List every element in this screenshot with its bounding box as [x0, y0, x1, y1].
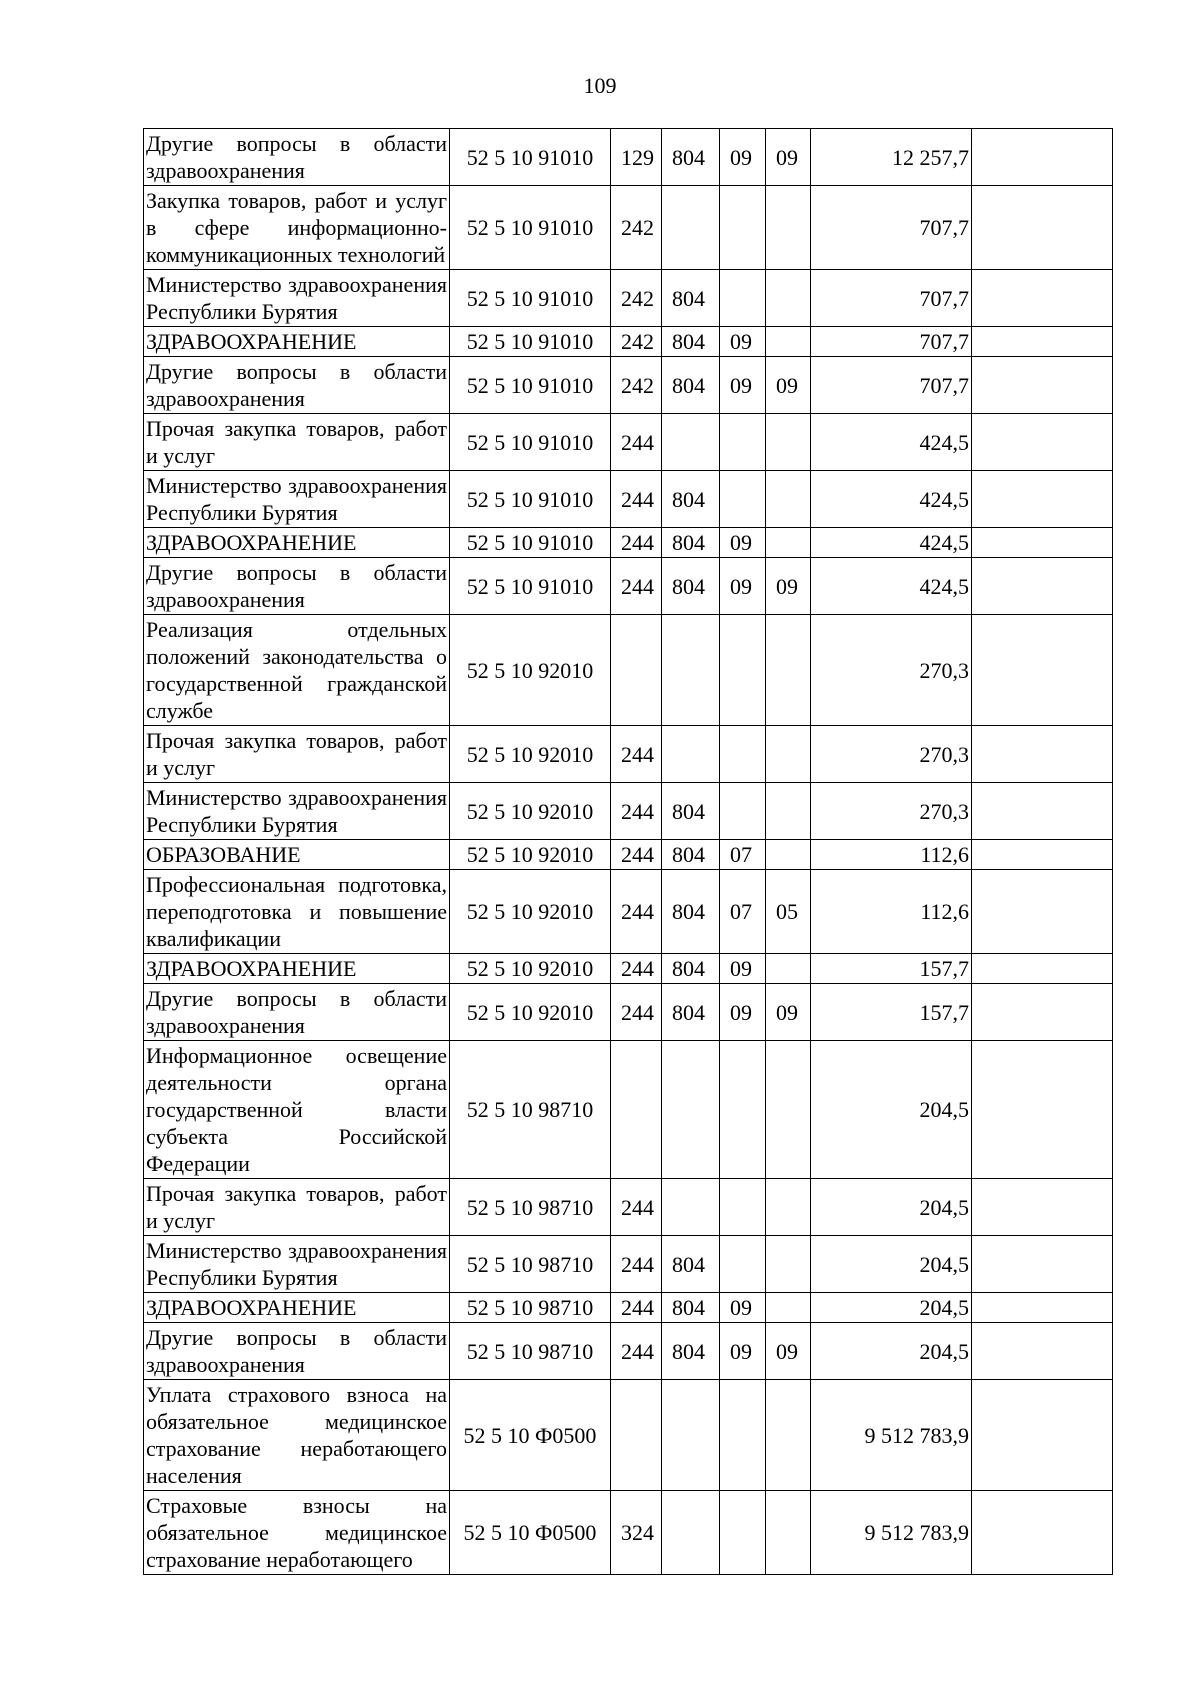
- subsection-cell: [766, 186, 811, 270]
- table-row: [144, 414, 1113, 471]
- extra-cell: [972, 1041, 1113, 1179]
- section-cell: [720, 471, 766, 528]
- administrator-code-cell: [662, 414, 720, 471]
- expense-type-cell: [611, 1041, 662, 1179]
- row-name-cell: Уплата страхового взноса на обязательное медицинское страхование неработающего населения: [144, 1380, 450, 1491]
- row-name-cell: Министерство здравоохранения Республики Бурятия: [144, 783, 450, 840]
- expense-type-cell: 242: [611, 186, 662, 270]
- section-cell: [720, 186, 766, 270]
- expense-type-cell: 242: [611, 357, 662, 414]
- administrator-code-cell: 804: [662, 471, 720, 528]
- section-cell: [720, 726, 766, 783]
- subsection-cell: [766, 726, 811, 783]
- administrator-code-cell: 804: [662, 1323, 720, 1380]
- target-code-cell: 52 5 10 91010: [450, 327, 611, 357]
- amount-cell: 12 257,7: [811, 129, 972, 186]
- target-code-cell: 52 5 10 91010: [450, 528, 611, 558]
- amount-cell: 707,7: [811, 270, 972, 327]
- amount-cell: 204,5: [811, 1236, 972, 1293]
- extra-cell: [972, 1293, 1113, 1323]
- expense-type-cell: [611, 615, 662, 726]
- table-row: [144, 726, 1113, 783]
- amount-cell: 707,7: [811, 357, 972, 414]
- row-name-cell: ОБРАЗОВАНИЕ: [144, 840, 450, 870]
- row-name-cell: ЗДРАВООХРАНЕНИЕ: [144, 1293, 450, 1323]
- expense-type-cell: 242: [611, 270, 662, 327]
- extra-cell: [972, 471, 1113, 528]
- target-code-cell: 52 5 10 Ф0500: [450, 1491, 611, 1575]
- subsection-cell: 09: [766, 357, 811, 414]
- section-cell: 09: [720, 528, 766, 558]
- expense-type-cell: 244: [611, 1323, 662, 1380]
- table-row: [144, 129, 1113, 186]
- administrator-code-cell: 804: [662, 783, 720, 840]
- table-row: [144, 1041, 1113, 1179]
- section-cell: 09: [720, 129, 766, 186]
- expense-type-cell: 244: [611, 726, 662, 783]
- expense-type-cell: 242: [611, 327, 662, 357]
- administrator-code-cell: [662, 1041, 720, 1179]
- administrator-code-cell: 804: [662, 984, 720, 1041]
- amount-cell: 204,5: [811, 1323, 972, 1380]
- section-cell: [720, 1491, 766, 1575]
- subsection-cell: [766, 1380, 811, 1491]
- row-name-cell: Страховые взносы на обязательное медицинское страхование неработающего: [144, 1491, 450, 1575]
- section-cell: [720, 1236, 766, 1293]
- subsection-cell: 09: [766, 984, 811, 1041]
- amount-cell: 270,3: [811, 726, 972, 783]
- table-row: [144, 615, 1113, 726]
- amount-cell: 9 512 783,9: [811, 1491, 972, 1575]
- extra-cell: [972, 615, 1113, 726]
- section-cell: 09: [720, 1323, 766, 1380]
- expense-type-cell: 244: [611, 1293, 662, 1323]
- table-body: [144, 129, 1113, 1575]
- table-row: [144, 840, 1113, 870]
- expense-type-cell: 244: [611, 471, 662, 528]
- target-code-cell: 52 5 10 92010: [450, 870, 611, 954]
- table-row: [144, 1236, 1113, 1293]
- subsection-cell: [766, 1041, 811, 1179]
- section-cell: 09: [720, 357, 766, 414]
- row-name-cell: Другие вопросы в области здравоохранения: [144, 558, 450, 615]
- subsection-cell: [766, 1293, 811, 1323]
- row-name-cell: Министерство здравоохранения Республики Бурятия: [144, 1236, 450, 1293]
- row-name-cell: ЗДРАВООХРАНЕНИЕ: [144, 327, 450, 357]
- section-cell: 07: [720, 870, 766, 954]
- target-code-cell: 52 5 10 98710: [450, 1236, 611, 1293]
- section-cell: 09: [720, 984, 766, 1041]
- target-code-cell: 52 5 10 98710: [450, 1323, 611, 1380]
- row-name-cell: Другие вопросы в области здравоохранения: [144, 984, 450, 1041]
- administrator-code-cell: [662, 186, 720, 270]
- amount-cell: 112,6: [811, 840, 972, 870]
- administrator-code-cell: 804: [662, 129, 720, 186]
- table-row: [144, 357, 1113, 414]
- extra-cell: [972, 129, 1113, 186]
- section-cell: 07: [720, 840, 766, 870]
- administrator-code-cell: 804: [662, 357, 720, 414]
- table-row: [144, 186, 1113, 270]
- amount-cell: 424,5: [811, 471, 972, 528]
- table-row: [144, 1293, 1113, 1323]
- section-cell: [720, 783, 766, 840]
- expense-type-cell: 244: [611, 870, 662, 954]
- amount-cell: 270,3: [811, 783, 972, 840]
- table-row: [144, 984, 1113, 1041]
- administrator-code-cell: 804: [662, 1293, 720, 1323]
- subsection-cell: 09: [766, 558, 811, 615]
- amount-cell: 204,5: [811, 1293, 972, 1323]
- section-cell: [720, 1179, 766, 1236]
- extra-cell: [972, 1323, 1113, 1380]
- row-name-cell: Другие вопросы в области здравоохранения: [144, 357, 450, 414]
- target-code-cell: 52 5 10 91010: [450, 186, 611, 270]
- table-row: [144, 954, 1113, 984]
- extra-cell: [972, 1236, 1113, 1293]
- row-name-cell: Министерство здравоохранения Республики Бурятия: [144, 471, 450, 528]
- extra-cell: [972, 528, 1113, 558]
- administrator-code-cell: 804: [662, 558, 720, 615]
- subsection-cell: [766, 1491, 811, 1575]
- target-code-cell: 52 5 10 98710: [450, 1179, 611, 1236]
- target-code-cell: 52 5 10 92010: [450, 726, 611, 783]
- section-cell: [720, 270, 766, 327]
- target-code-cell: 52 5 10 91010: [450, 357, 611, 414]
- expense-type-cell: 129: [611, 129, 662, 186]
- section-cell: [720, 414, 766, 471]
- row-name-cell: Другие вопросы в области здравоохранения: [144, 129, 450, 186]
- expense-type-cell: 244: [611, 1179, 662, 1236]
- subsection-cell: [766, 783, 811, 840]
- amount-cell: 424,5: [811, 528, 972, 558]
- extra-cell: [972, 414, 1113, 471]
- extra-cell: [972, 1491, 1113, 1575]
- subsection-cell: 09: [766, 1323, 811, 1380]
- expense-type-cell: 324: [611, 1491, 662, 1575]
- section-cell: [720, 1041, 766, 1179]
- subsection-cell: [766, 954, 811, 984]
- extra-cell: [972, 558, 1113, 615]
- section-cell: [720, 615, 766, 726]
- target-code-cell: 52 5 10 92010: [450, 783, 611, 840]
- section-cell: 09: [720, 1293, 766, 1323]
- row-name-cell: Реализация отдельных положений законодательства о государственной гражданской службе: [144, 615, 450, 726]
- row-name-cell: Закупка товаров, работ и услуг в сфере информационно-коммуникационных технологий: [144, 186, 450, 270]
- table-row: [144, 327, 1113, 357]
- target-code-cell: 52 5 10 91010: [450, 270, 611, 327]
- target-code-cell: 52 5 10 91010: [450, 471, 611, 528]
- administrator-code-cell: 804: [662, 870, 720, 954]
- administrator-code-cell: 804: [662, 954, 720, 984]
- table-row: [144, 870, 1113, 954]
- row-name-cell: Министерство здравоохранения Республики Бурятия: [144, 270, 450, 327]
- expense-type-cell: 244: [611, 783, 662, 840]
- subsection-cell: [766, 270, 811, 327]
- expense-type-cell: 244: [611, 984, 662, 1041]
- expense-type-cell: 244: [611, 558, 662, 615]
- administrator-code-cell: [662, 1380, 720, 1491]
- section-cell: 09: [720, 327, 766, 357]
- budget-table: [143, 128, 1113, 1575]
- extra-cell: [972, 954, 1113, 984]
- amount-cell: 204,5: [811, 1179, 972, 1236]
- subsection-cell: 09: [766, 129, 811, 186]
- amount-cell: 424,5: [811, 414, 972, 471]
- expense-type-cell: 244: [611, 528, 662, 558]
- expense-type-cell: 244: [611, 414, 662, 471]
- amount-cell: 424,5: [811, 558, 972, 615]
- subsection-cell: [766, 414, 811, 471]
- section-cell: 09: [720, 558, 766, 615]
- table-row: [144, 471, 1113, 528]
- extra-cell: [972, 984, 1113, 1041]
- table-row: [144, 1323, 1113, 1380]
- target-code-cell: 52 5 10 98710: [450, 1041, 611, 1179]
- extra-cell: [972, 840, 1113, 870]
- amount-cell: 9 512 783,9: [811, 1380, 972, 1491]
- subsection-cell: [766, 615, 811, 726]
- row-name-cell: Прочая закупка товаров, работ и услуг: [144, 1179, 450, 1236]
- section-cell: 09: [720, 954, 766, 984]
- section-cell: [720, 1380, 766, 1491]
- table-row: [144, 1491, 1113, 1575]
- target-code-cell: 52 5 10 91010: [450, 414, 611, 471]
- target-code-cell: 52 5 10 92010: [450, 984, 611, 1041]
- table-row: [144, 783, 1113, 840]
- amount-cell: 157,7: [811, 954, 972, 984]
- target-code-cell: 52 5 10 Ф0500: [450, 1380, 611, 1491]
- row-name-cell: Другие вопросы в области здравоохранения: [144, 1323, 450, 1380]
- amount-cell: 707,7: [811, 186, 972, 270]
- amount-cell: 204,5: [811, 1041, 972, 1179]
- subsection-cell: 05: [766, 870, 811, 954]
- target-code-cell: 52 5 10 98710: [450, 1293, 611, 1323]
- subsection-cell: [766, 471, 811, 528]
- extra-cell: [972, 870, 1113, 954]
- administrator-code-cell: [662, 1491, 720, 1575]
- administrator-code-cell: 804: [662, 528, 720, 558]
- subsection-cell: [766, 840, 811, 870]
- expense-type-cell: [611, 1380, 662, 1491]
- table-row: [144, 1380, 1113, 1491]
- administrator-code-cell: 804: [662, 840, 720, 870]
- target-code-cell: 52 5 10 92010: [450, 840, 611, 870]
- target-code-cell: 52 5 10 91010: [450, 558, 611, 615]
- table-row: [144, 270, 1113, 327]
- administrator-code-cell: 804: [662, 1236, 720, 1293]
- row-name-cell: Информационное освещение деятельности органа государственной власти субъекта Российской Федерации: [144, 1041, 450, 1179]
- target-code-cell: 52 5 10 91010: [450, 129, 611, 186]
- row-name-cell: Прочая закупка товаров, работ и услуг: [144, 414, 450, 471]
- table-row: [144, 558, 1113, 615]
- target-code-cell: 52 5 10 92010: [450, 954, 611, 984]
- amount-cell: 270,3: [811, 615, 972, 726]
- amount-cell: 112,6: [811, 870, 972, 954]
- subsection-cell: [766, 327, 811, 357]
- administrator-code-cell: 804: [662, 270, 720, 327]
- subsection-cell: [766, 1179, 811, 1236]
- table-row: [144, 1179, 1113, 1236]
- expense-type-cell: 244: [611, 1236, 662, 1293]
- extra-cell: [972, 1179, 1113, 1236]
- expense-type-cell: 244: [611, 954, 662, 984]
- table-row: [144, 528, 1113, 558]
- extra-cell: [972, 357, 1113, 414]
- administrator-code-cell: 804: [662, 327, 720, 357]
- extra-cell: [972, 270, 1113, 327]
- extra-cell: [972, 186, 1113, 270]
- administrator-code-cell: [662, 615, 720, 726]
- row-name-cell: Профессиональная подготовка, переподготовка и повышение квалификации: [144, 870, 450, 954]
- extra-cell: [972, 1380, 1113, 1491]
- subsection-cell: [766, 528, 811, 558]
- target-code-cell: 52 5 10 92010: [450, 615, 611, 726]
- extra-cell: [972, 726, 1113, 783]
- amount-cell: 157,7: [811, 984, 972, 1041]
- extra-cell: [972, 327, 1113, 357]
- row-name-cell: ЗДРАВООХРАНЕНИЕ: [144, 954, 450, 984]
- administrator-code-cell: [662, 1179, 720, 1236]
- subsection-cell: [766, 1236, 811, 1293]
- expense-type-cell: 244: [611, 840, 662, 870]
- amount-cell: 707,7: [811, 327, 972, 357]
- page-number: 109: [583, 73, 617, 98]
- row-name-cell: ЗДРАВООХРАНЕНИЕ: [144, 528, 450, 558]
- extra-cell: [972, 783, 1113, 840]
- administrator-code-cell: [662, 726, 720, 783]
- row-name-cell: Прочая закупка товаров, работ и услуг: [144, 726, 450, 783]
